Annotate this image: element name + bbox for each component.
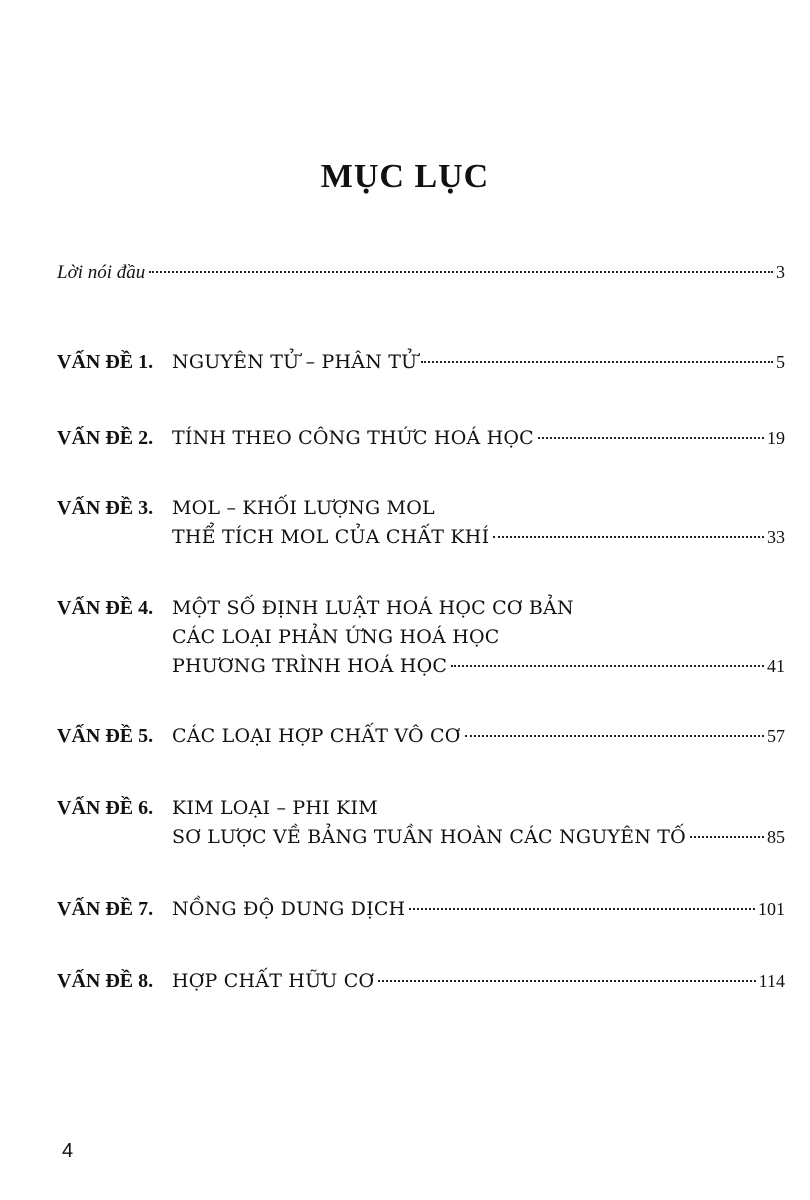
toc-entry-page: 101 xyxy=(758,899,785,919)
dot-leader xyxy=(690,836,764,838)
toc-entry-title: MỘT SỐ ĐỊNH LUẬT HOÁ HỌC CƠ BẢN xyxy=(172,597,574,619)
toc-issue-label: VẤN ĐỀ 5. xyxy=(57,725,154,747)
toc-issue-label: VẤN ĐỀ 3. xyxy=(57,497,154,519)
toc-entry-label: Lời nói đầu xyxy=(57,262,146,283)
toc-entry-title: TÍNH THEO CÔNG THỨC HOÁ HỌC xyxy=(172,427,534,449)
toc-entry-title: PHƯƠNG TRÌNH HOÁ HỌC xyxy=(172,655,448,677)
dot-leader xyxy=(409,908,755,910)
toc-issue-label: VẤN ĐỀ 4. xyxy=(57,597,154,619)
toc-entry-1[interactable] xyxy=(57,348,785,377)
dot-leader xyxy=(378,980,755,982)
toc-entry-2[interactable] xyxy=(57,424,785,453)
toc-entry-3[interactable] xyxy=(57,494,785,552)
toc-issue-label: VẤN ĐỀ 7. xyxy=(57,898,154,920)
toc-entry-title: HỢP CHẤT HỮU CƠ xyxy=(172,970,375,992)
toc-entry-title: CÁC LOẠI HỢP CHẤT VÔ CƠ xyxy=(172,725,461,747)
toc-entry-page: 3 xyxy=(776,262,785,282)
toc-entry-page: 33 xyxy=(767,527,785,547)
toc-issue-label: VẤN ĐỀ 2. xyxy=(57,427,154,449)
toc-entry-title: NGUYÊN TỬ – PHÂN TỬ xyxy=(172,351,418,373)
toc-entry-8[interactable] xyxy=(57,967,785,996)
toc-entry-title: THỂ TÍCH MOL CỦA CHẤT KHÍ xyxy=(172,526,490,548)
dot-leader xyxy=(421,361,773,363)
toc-entry-page: 114 xyxy=(758,971,785,991)
toc-entry-title: KIM LOẠI – PHI KIM xyxy=(172,797,378,819)
toc-entry-title: NỒNG ĐỘ DUNG DỊCH xyxy=(172,898,406,920)
dot-leader xyxy=(538,437,764,439)
toc-issue-label: VẤN ĐỀ 1. xyxy=(57,351,154,373)
page-title: MỤC LỤC xyxy=(320,158,490,195)
toc-entry-page: 19 xyxy=(767,428,785,448)
toc-issue-label: VẤN ĐỀ 6. xyxy=(57,797,154,819)
toc-entry-7[interactable] xyxy=(57,895,785,924)
dot-leader xyxy=(465,735,764,737)
page-number: 4 xyxy=(62,1140,74,1162)
toc-entry-page: 85 xyxy=(767,827,785,847)
toc-entry-page: 57 xyxy=(767,726,785,746)
dot-leader xyxy=(451,665,764,667)
toc-entry-6[interactable] xyxy=(57,794,785,852)
toc-issue-label: VẤN ĐỀ 8. xyxy=(57,970,154,992)
toc-entry-page: 5 xyxy=(776,352,785,372)
toc-entry-title: SƠ LƯỢC VỀ BẢNG TUẦN HOÀN CÁC NGUYÊN TỐ xyxy=(172,826,686,848)
toc-entry-intro[interactable] xyxy=(57,262,785,284)
dot-leader xyxy=(493,536,764,538)
toc-entry-title: MOL – KHỐI LƯỢNG MOL xyxy=(172,497,435,519)
toc-entry-page: 41 xyxy=(767,656,785,676)
dot-leader xyxy=(149,271,773,273)
toc-entry-4[interactable] xyxy=(57,594,785,681)
toc-entry-title: CÁC LOẠI PHẢN ỨNG HOÁ HỌC xyxy=(172,626,500,648)
toc-entry-5[interactable] xyxy=(57,722,785,751)
